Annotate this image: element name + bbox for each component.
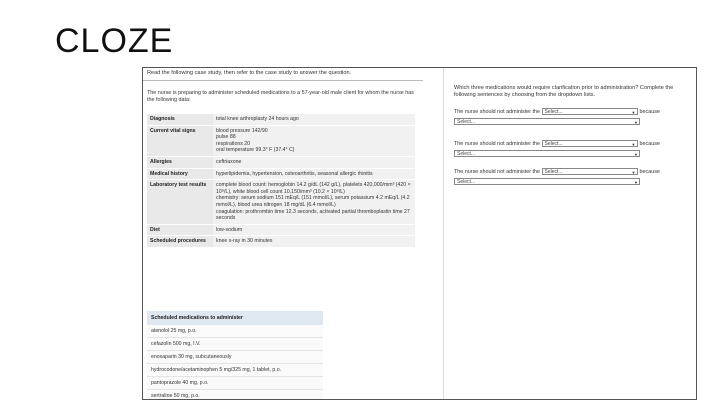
dropdown-value: Select... [544,109,563,116]
medication-item: atenolol 25 mg, p.o. [147,325,323,338]
case-intro: The nurse is preparing to administer scheduled medications to a 57-year-old male client for whom the nurse has the following data: [147,90,414,103]
medication-dropdown[interactable] [542,140,638,147]
case-row-label: Diet [147,224,213,236]
case-value-line: chemistry: serum sodium 151 mEq/L (151 mmol/L), serum potassium 4.2 mEq/L (4.2 mmol/L), blood urea nitrogen 18 mg/dL (6.4 mmol/L) [216,195,410,208]
dropdown-value: Select... [457,179,476,185]
slide-title: CLOZE [55,22,174,60]
sentence-because: because [639,169,660,175]
sentence-lead: The nurse should not administer the [454,141,541,147]
case-row-label: Current vital signs [147,125,213,156]
medication-item: cefazolin 500 mg, I.V. [147,338,323,351]
dropdown-value: Select... [457,119,476,125]
case-row [147,156,415,168]
chevron-down-icon: ▼ [634,180,638,185]
case-value-line: hyperlipidemia, hypertension, osteoarthritis, seasonal allergic rhinitis [216,170,373,177]
case-row-value [213,125,415,156]
question-text: Which three medications would require clarification prior to administration? Complete the following sentences by choosing from the dropdown lists. [454,85,674,98]
dropdown-value: Select... [544,169,563,176]
medications-header: Scheduled medications to administer [147,311,323,325]
sentence-because: because [639,109,660,115]
cloze-sentence [454,168,660,185]
case-row [147,168,415,180]
case-value-line: respirations 20 [216,140,251,147]
chevron-down-icon: ▼ [634,120,638,125]
medications-table [147,311,323,400]
reason-dropdown[interactable] [454,178,640,185]
chevron-down-icon: ▼ [631,170,636,176]
reason-dropdown[interactable] [454,150,640,157]
sentence-because: because [639,141,660,147]
dropdown-value: Select... [457,151,476,157]
reason-dropdown[interactable] [454,118,640,125]
case-row-value [213,224,415,236]
case-value-line: low-sodium [216,226,243,233]
case-row [147,236,415,248]
medication-item: enoxaparin 30 mg, subcutaneously [147,351,323,364]
case-row-value [213,114,415,125]
medication-item: pantoprazole 40 mg, p.o. [147,377,323,390]
panel-divider [443,68,444,399]
case-row-value [213,156,415,168]
dropdown-value: Select... [544,141,563,148]
case-value-line: ceftriaxone [216,158,242,165]
case-row-value [213,236,415,248]
sentence-lead: The nurse should not administer the [454,109,541,115]
case-value-line: complete blood count: hemoglobin 14.2 g/dL (142 g/L), platelets 420,000/mm³ (420 × 10⁹/L), white blood cell count 10,150/mm³ (10.2 × 10⁹/L) [216,182,411,195]
instructions: Read the following case study, then refer to the case study to answer the question. [147,70,352,76]
case-row [147,114,415,125]
case-row-label: Laboratory test results [147,180,213,225]
cloze-sentence [454,140,660,157]
case-row [147,180,415,225]
case-row-value [213,180,415,225]
medication-dropdown[interactable] [542,108,638,115]
case-row-label: Scheduled procedures [147,236,213,248]
medication-item: sertraline 50 mg, p.o. [147,390,323,400]
medication-item: hydrocodone/acetaminophen 5 mg/325 mg, 1 tablet, p.o. [147,364,323,377]
case-value-line: blood pressure 142/90 [216,127,268,134]
chevron-down-icon: ▼ [631,142,636,148]
case-value-line: coagulation: prothrombin time 12.3 seconds, activated partial thromboplastin time 27 seconds [216,208,410,222]
sentence-lead: The nurse should not administer the [454,169,541,175]
chevron-down-icon: ▼ [634,152,638,157]
divider [143,80,423,81]
case-value-line: pulse 88 [216,134,236,141]
case-row-label: Medical history [147,168,213,180]
case-row-label: Allergies [147,156,213,168]
case-data-table [147,114,415,248]
case-row [147,125,415,156]
question-frame [142,67,697,400]
cloze-sentence [454,108,660,125]
chevron-down-icon: ▼ [631,110,636,116]
case-value-line: total knee arthroplasty 24 hours ago [216,116,299,122]
case-row-value [213,168,415,180]
case-row [147,224,415,236]
case-value-line: oral temperature 99.3° F (37.4° C) [216,147,295,154]
case-row-label: Diagnosis [147,114,213,125]
medication-dropdown[interactable] [542,168,638,175]
case-value-line: knee x-ray in 30 minutes [216,238,273,245]
